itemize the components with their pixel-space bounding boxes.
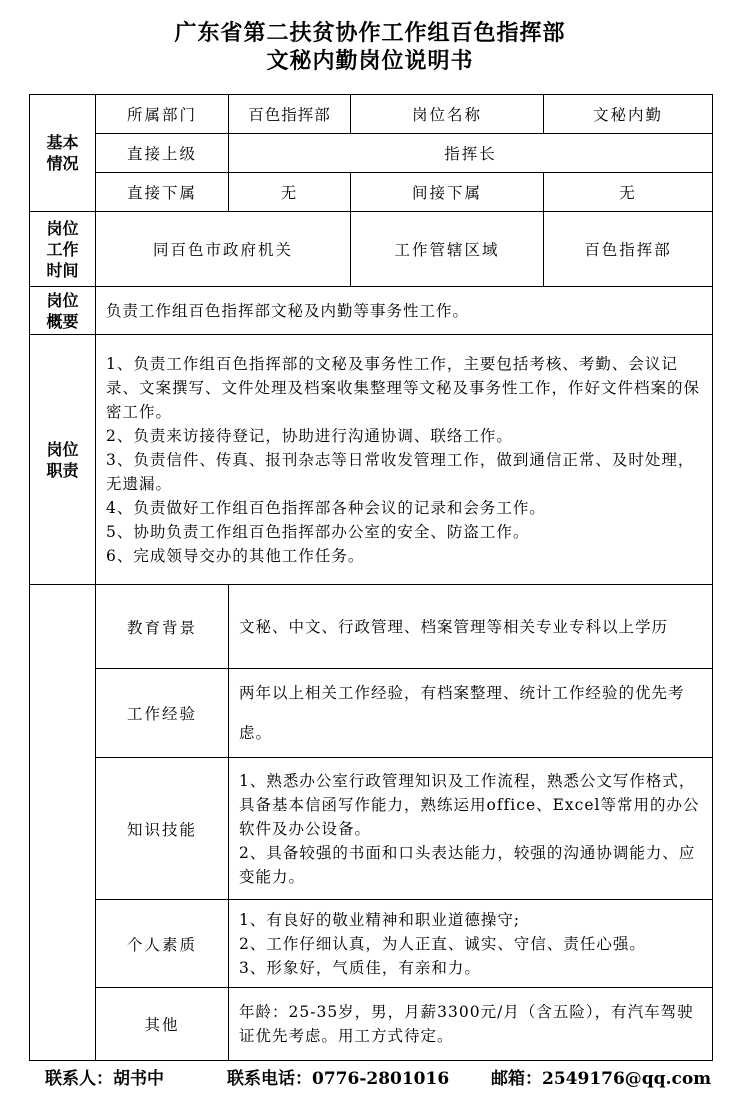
basic-row-3 <box>30 173 713 212</box>
requirements-header <box>30 585 96 1061</box>
basic-row-1 <box>30 95 713 134</box>
duties-header-text: 岗位职责 <box>46 439 79 480</box>
indirect-sub-label: 间接下属 <box>351 173 544 212</box>
document-subtitle: 文秘内勤岗位说明书 <box>266 48 474 74</box>
skill-item: 1、熟悉办公室行政管理知识及工作流程，熟悉公文写作格式，具备基本信函写作能力，熟练运用office、Excel等常用的办公软件及办公设备。 <box>239 771 700 838</box>
summary-row <box>30 287 713 335</box>
duty-item: 6、完成领导交办的其他工作任务。 <box>106 546 365 565</box>
worktime-header <box>30 212 96 287</box>
other-text: 年龄：25-35岁，男，月薪3300元/月（含五险），有汽车驾驶证优先考虑。用工方式待定。 <box>229 988 713 1061</box>
job-description-table <box>29 94 713 1061</box>
duty-item: 3、负责信件、传真、报刊杂志等日常收发管理工作，做到通信正常、及时处理，无遗漏。 <box>106 450 695 493</box>
post-label: 岗位名称 <box>351 95 544 134</box>
worktime-row <box>30 212 713 287</box>
quality-row <box>30 900 713 988</box>
summary-header <box>30 287 96 335</box>
education-row <box>30 585 713 669</box>
basic-row-2 <box>30 134 713 173</box>
basic-info-header-text: 基本情况 <box>46 133 79 173</box>
basic-info-header <box>30 95 96 212</box>
quality-label: 个人素质 <box>96 900 229 988</box>
education-label: 教育背景 <box>96 585 229 669</box>
superior-label: 直接上级 <box>96 134 229 173</box>
dept-label: 所属部门 <box>96 95 229 134</box>
worktime-value: 同百色市政府机关 <box>96 212 351 287</box>
quality-item: 2、工作仔细认真，为人正直、诚实、守信、责任心强。 <box>239 934 646 953</box>
education-text: 文秘、中文、行政管理、档案管理等相关专业专科以上学历 <box>229 585 713 669</box>
experience-label: 工作经验 <box>96 669 229 758</box>
summary-header-text: 岗位概要 <box>46 290 79 331</box>
document-title: 广东省第二扶贫协作工作组百色指挥部 <box>174 20 566 46</box>
post-value: 文秘内勤 <box>544 95 713 134</box>
summary-text: 负责工作组百色指挥部文秘及内勤等事务性工作。 <box>96 287 713 335</box>
dept-value: 百色指挥部 <box>229 95 351 134</box>
quality-list <box>229 900 713 988</box>
duties-row <box>30 335 713 585</box>
direct-sub-value: 无 <box>229 173 351 212</box>
skill-item: 2、具备较强的书面和口头表达能力，较强的沟通协调能力、应变能力。 <box>239 843 696 886</box>
duty-item: 2、负责来访接待登记，协助进行沟通协调、联络工作。 <box>106 426 513 445</box>
duty-item: 4、负责做好工作组百色指挥部各种会议的记录和会务工作。 <box>106 498 546 517</box>
skills-list <box>229 758 713 900</box>
other-label: 其他 <box>96 988 229 1061</box>
skills-label: 知识技能 <box>96 758 229 900</box>
area-value: 百色指挥部 <box>544 212 713 287</box>
contact-email: 邮箱：2549176@qq.com <box>491 1069 712 1089</box>
contact-person: 联系人：胡书中 <box>45 1069 164 1089</box>
duty-item: 1、负责工作组百色指挥部的文秘及事务性工作，主要包括考核、考勤、会议记录、文案撰写、文件处理及档案收集整理等文秘及事务性工作，作好文件档案的保密工作。 <box>106 354 701 421</box>
duty-item: 5、协助负责工作组百色指挥部办公室的安全、防盗工作。 <box>106 522 530 541</box>
skills-row <box>30 758 713 900</box>
duties-header <box>30 335 96 585</box>
direct-sub-label: 直接下属 <box>96 173 229 212</box>
superior-value: 指挥长 <box>229 134 713 173</box>
experience-text: 两年以上相关工作经验，有档案整理、统计工作经验的优先考虑。 <box>229 669 713 758</box>
quality-item: 3、形象好，气质佳，有亲和力。 <box>239 958 481 977</box>
other-row <box>30 988 713 1061</box>
experience-row <box>30 669 713 758</box>
area-label: 工作管辖区域 <box>351 212 544 287</box>
indirect-sub-value: 无 <box>544 173 713 212</box>
worktime-header-text: 岗位工作时间 <box>46 218 79 280</box>
quality-item: 1、有良好的敬业精神和职业道德操守; <box>239 910 521 929</box>
duties-list <box>96 335 713 585</box>
contact-phone: 联系电话：0776-2801016 <box>227 1069 450 1089</box>
